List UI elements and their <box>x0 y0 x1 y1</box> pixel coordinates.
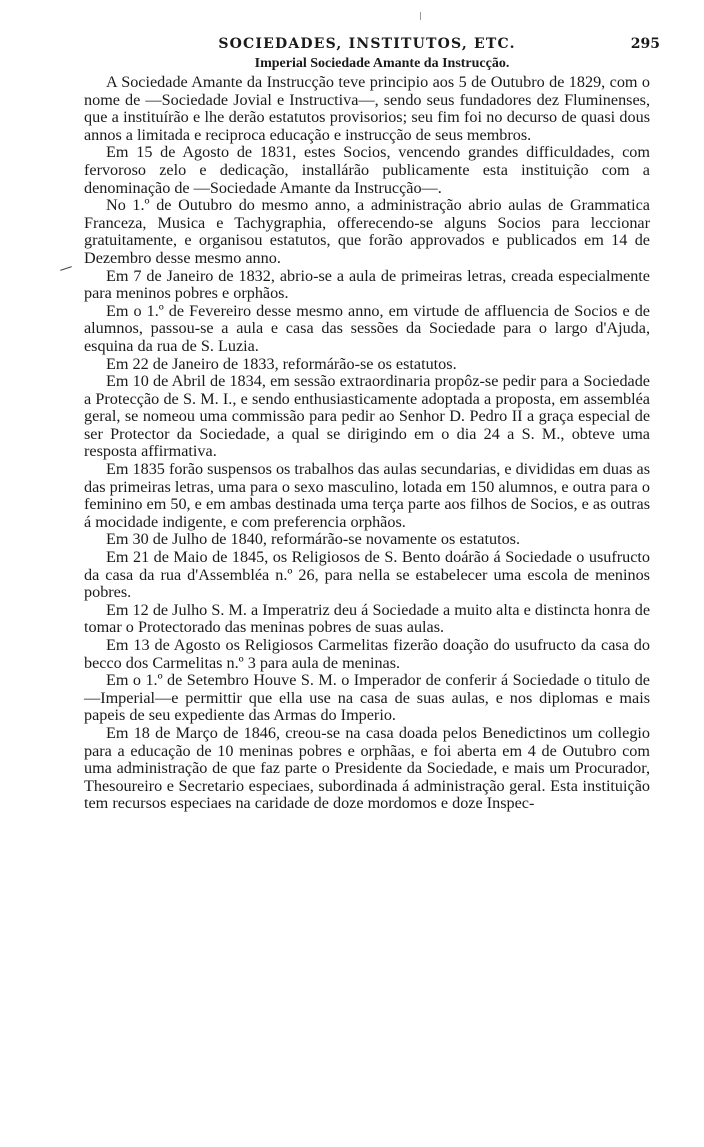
paragraph: Em 30 de Julho de 1840, reformárão-se novamente os estatutos. <box>106 530 521 549</box>
body-text <box>84 74 650 813</box>
paragraph: Em o 1.º de Setembro Houve S. M. o Imperador de conferir á Sociedade o titulo de—Imperial—e permittir que ella use na casa de suas aulas, e nos diplomas e mais papeis de seu expediente das Armas do Imperio. <box>84 671 650 725</box>
paragraph: Em 1835 forão suspensos os trabalhos das aulas secundarias, e divididas em duas as das primeiras letras, uma para o sexo masculino, lotada em 150 alumnos, e outra para o feminino em 50, e em ambas destinada uma terça parte aos filhos de Socios, e as outras á mocidade indigente, e com preferencia orphãos. <box>84 460 650 531</box>
paragraph: Em o 1.º de Fevereiro desse mesmo anno, em virtude de affluencia de Socios e de alumnos, passou-se a aula e casa das sessões da Sociedade para o largo d'Ajuda, esquina da rua de S. Luzia. <box>84 301 650 355</box>
paragraph: Em 7 de Janeiro de 1832, abrio-se a aula de primeiras letras, creada especialmente para meninos pobres e orphãos. <box>84 266 650 303</box>
paragraph: Em 18 de Março de 1846, creou-se na casa doada pelos Benedictinos um collegio para a educação de 10 meninas pobres e orphãas, e foi aberta em 4 de Outubro com uma administração de que faz parte o Presidente da Sociedade, e mais um Procurador, Thesoureiro e Secretario especiaes, subordinada á administração geral. Esta instituição tem recursos especiaes na caridade de doze mordomos e doze Inspec- <box>84 723 650 813</box>
paragraph: Em 15 de Agosto de 1831, estes Socios, vencendo grandes difficuldades, com fervoroso zelo e dedicação, installárão publicamente esta instituição com a denominação de —Sociedade Amante da Instrucção—. <box>84 143 650 197</box>
paragraph: Em 10 de Abril de 1834, em sessão extraordinaria propôz-se pedir para a Sociedade a Protecção de S. M. I., e sendo enthusiasticamente adoptada a proposta, em assembléa geral, se nomeou uma commissão para pedir ao Senhor D. Pedro II a graça especial de ser Protector da Sociedade, a qual se dirigindo em o dia 24 a S. M., obteve uma resposta affirmativa. <box>84 372 650 461</box>
paragraph: Em 12 de Julho S. M. a Imperatriz deu á Sociedade a muito alta e distincta honra de tomar o Protectorado das meninas pobres de suas aulas. <box>84 600 650 637</box>
paragraph: Em 21 de Maio de 1845, os Religiosos de S. Bento doárão á Sociedade o usufructo da casa da rua d'Assembléa n.º 26, para nella se estabelecer uma escola de meninos pobres. <box>84 548 650 602</box>
section-heading: Imperial Sociedade Amante da Instrucção. <box>254 56 510 71</box>
running-head <box>84 34 660 54</box>
margin-pencil-mark <box>60 266 72 271</box>
paragraph: A Sociedade Amante da Instrucção teve principio aos 5 de Outubro de 1829, com o nome de —Sociedade Jovial e Instructiva—, sendo seus fundadores dez Fluminenses, que a instituírão e lhe derão estatutos provisorios; seu fim foi no decurso de quasi dous annos a limitada e reciproca educação e instrucção de seus membros. <box>84 73 650 144</box>
paragraph: No 1.º de Outubro do mesmo anno, a administração abrio aulas de Grammatica Franceza, Musica e Tachygraphia, offerecendo-se alguns Socios para leccionar gratuitamente, e organisou estatutos, que forão approvados e publicados em 14 de Dezembro desse mesmo anno. <box>84 196 650 267</box>
print-tick-mark <box>420 12 421 20</box>
book-page <box>84 34 660 813</box>
paragraph: Em 22 de Janeiro de 1833, reformárão-se os estatutos. <box>106 354 457 373</box>
page-number: 295 <box>630 36 660 52</box>
running-title: SOCIEDADES, INSTITUTOS, ETC. <box>218 36 516 52</box>
paragraph: Em 13 de Agosto os Religiosos Carmelitas fizerão doação do usufructo da casa do becco dos Carmelitas n.º 3 para aula de meninas. <box>84 636 650 672</box>
